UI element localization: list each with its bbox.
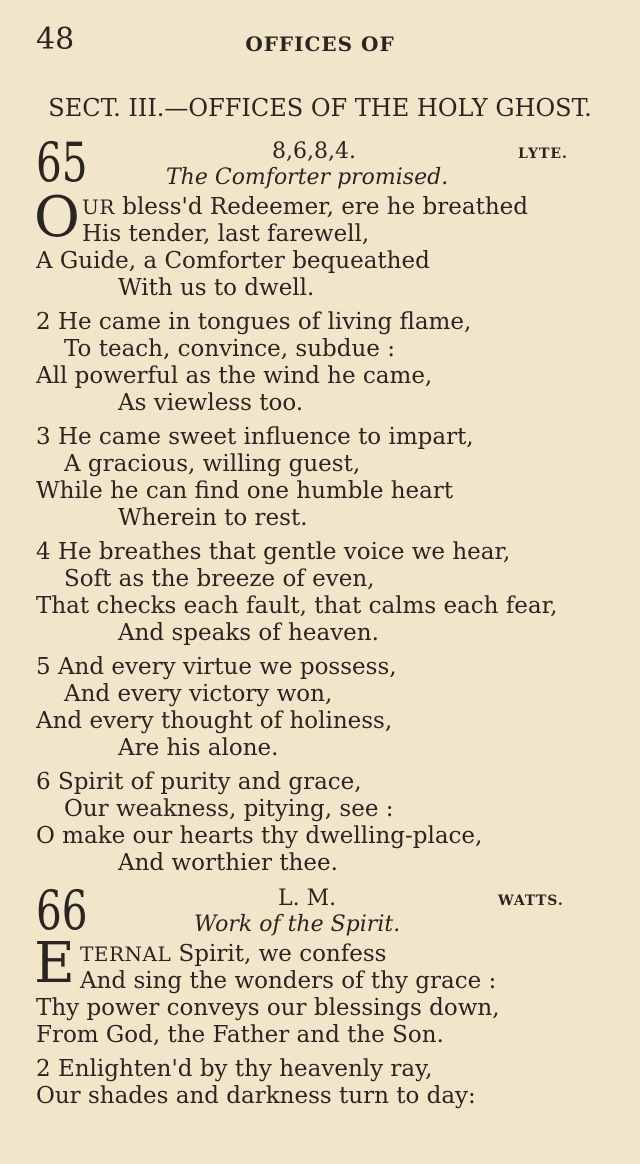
hymn-line: 2 Enlighten'd by thy heavenly ray, <box>36 1056 433 1082</box>
hymn-line: 4 He breathes that gentle voice we hear, <box>36 539 511 565</box>
first-line-rest: Spirit, we confess <box>171 941 387 967</box>
hymn-line: As viewless too. <box>118 390 304 416</box>
hymn-line: Are his alone. <box>118 735 279 761</box>
hymn-line: O make our hearts thy dwelling-place, <box>36 823 483 849</box>
hymn-line: From God, the Father and the Son. <box>36 1022 444 1048</box>
hymn-line-first <box>80 943 386 966</box>
first-word-rest: UR <box>82 195 115 219</box>
hymn-author: WATTS. <box>498 893 564 909</box>
hymn-author: LYTE. <box>518 146 568 162</box>
hymn-meter: 8,6,8,4. <box>272 139 356 164</box>
hymn-line: While he can find one humble heart <box>36 478 454 504</box>
hymn-line: Our shades and darkness turn to day: <box>36 1083 476 1109</box>
drop-cap: E <box>34 931 75 996</box>
hymn-line: 6 Spirit of purity and grace, <box>36 769 362 795</box>
hymn-line: And sing the wonders of thy grace : <box>80 968 497 994</box>
hymn-line: 3 He came sweet influence to impart, <box>36 424 474 450</box>
section-title: SECT. III.—OFFICES OF THE HOLY GHOST. <box>48 94 592 122</box>
hymn-subtitle: Work of the Spirit. <box>194 912 401 937</box>
hymn-line: And worthier thee. <box>118 850 338 876</box>
running-head: OFFICES OF <box>245 32 395 56</box>
hymn-line: That checks each fault, that calms each fear, <box>36 593 558 619</box>
hymn-line: Wherein to rest. <box>118 505 308 531</box>
hymn-line: To teach, convince, subdue : <box>64 336 395 362</box>
drop-cap: O <box>34 185 80 250</box>
hymn-line: And speaks of heaven. <box>118 620 379 646</box>
hymn-line: A Guide, a Comforter bequeathed <box>36 248 430 274</box>
hymn-line: Thy power conveys our blessings down, <box>36 995 500 1021</box>
hymn-line: And every victory won, <box>64 681 333 707</box>
hymn-number: 65 <box>36 131 88 194</box>
hymn-line: His tender, last farewell, <box>82 221 370 247</box>
hymn-subtitle: The Comforter promised. <box>166 165 449 190</box>
hymn-line: Soft as the breeze of even, <box>64 566 375 592</box>
hymn-line: 2 He came in tongues of living flame, <box>36 309 472 335</box>
hymn-line: 5 And every virtue we possess, <box>36 654 397 680</box>
hymn-line: And every thought of holiness, <box>36 708 393 734</box>
hymn-line: A gracious, willing guest, <box>64 451 361 477</box>
first-word-rest: TERNAL <box>80 942 172 966</box>
hymn-line: Our weakness, pitying, see : <box>64 796 394 822</box>
hymn-line-first <box>82 196 528 219</box>
hymn-line: With us to dwell. <box>118 275 315 301</box>
hymn-meter: L. M. <box>278 886 337 911</box>
first-line-rest: bless'd Redeemer, ere he breathed <box>114 194 528 220</box>
page-number: 48 <box>36 22 75 57</box>
hymn-number: 66 <box>36 879 88 942</box>
hymn-line: All powerful as the wind he came, <box>36 363 433 389</box>
